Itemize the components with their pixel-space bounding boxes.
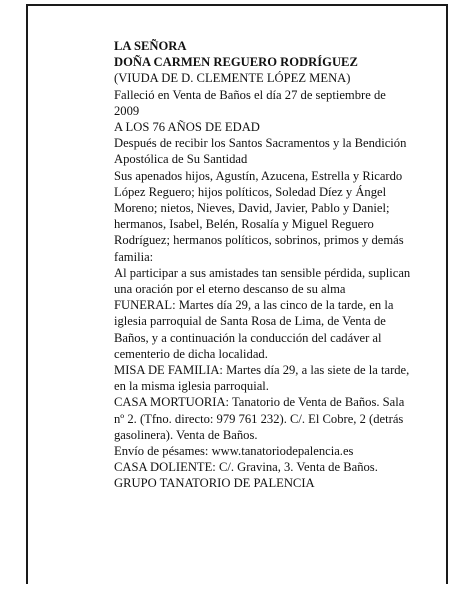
notice-title: LA SEÑORA [114, 39, 187, 53]
funeral-home-line: GRUPO TANATORIO DE PALENCIA [114, 476, 315, 491]
sacraments-line: Después de recibir los Santos Sacramentos y la Bendición Apostólica de Su Santidad [114, 136, 407, 167]
widow-of-line: (VIUDA DE D. CLEMENTE LÓPEZ MENA) [114, 71, 351, 86]
funeral-details: FUNERAL: Martes día 29, a las cinco de la tarde, en la iglesia parroquial de Santa Rosa de Lima, de Venta de Baños, y a continuación la conducción del cadáver al cementerio de dicha localidad. [114, 298, 394, 361]
mourning-house-line: CASA DOLIENTE: C/. Gravina, 3. Venta de Baños. [114, 460, 378, 475]
deceased-name: DOÑA CARMEN REGUERO RODRÍGUEZ [114, 55, 358, 70]
prayer-request: Al participar a sus amistades tan sensible pérdida, suplican una oración por el eterno descanso de su alma [114, 265, 411, 297]
age-line: A LOS 76 AÑOS DE EDAD [114, 120, 260, 135]
family-mass-details: MISA DE FAMILIA: Martes día 29, a las siete de la tarde, en la misma iglesia parroquial. [114, 363, 410, 394]
obituary-notice [114, 38, 414, 492]
mortuary-details: CASA MORTUORIA: Tanatorio de Venta de Baños. Sala nº 2. (Tfno. directo: 979 761 232). C/. El Cobre, 2 (detrás gasolinera). Venta de Baños. [114, 395, 405, 442]
death-details: Falleció en Venta de Baños el día 27 de septiembre de 2009 [114, 87, 386, 118]
condolences-line: Envío de pésames: www.tanatoriodepalencia.es [114, 444, 354, 459]
family-paragraph: Sus apenados hijos, Agustín, Azucena, Estrella y Ricardo López Reguero; hijos políticos, Soledad Díez y Ángel Moreno; nietos, Nieves, David, Javier, Pablo y Daniel; hermanos, Isabel, Belén, Rosalía y Miguel Reguero Rodríguez; hermanos políticos, sobrinos, primos y demás familia: [114, 168, 404, 264]
